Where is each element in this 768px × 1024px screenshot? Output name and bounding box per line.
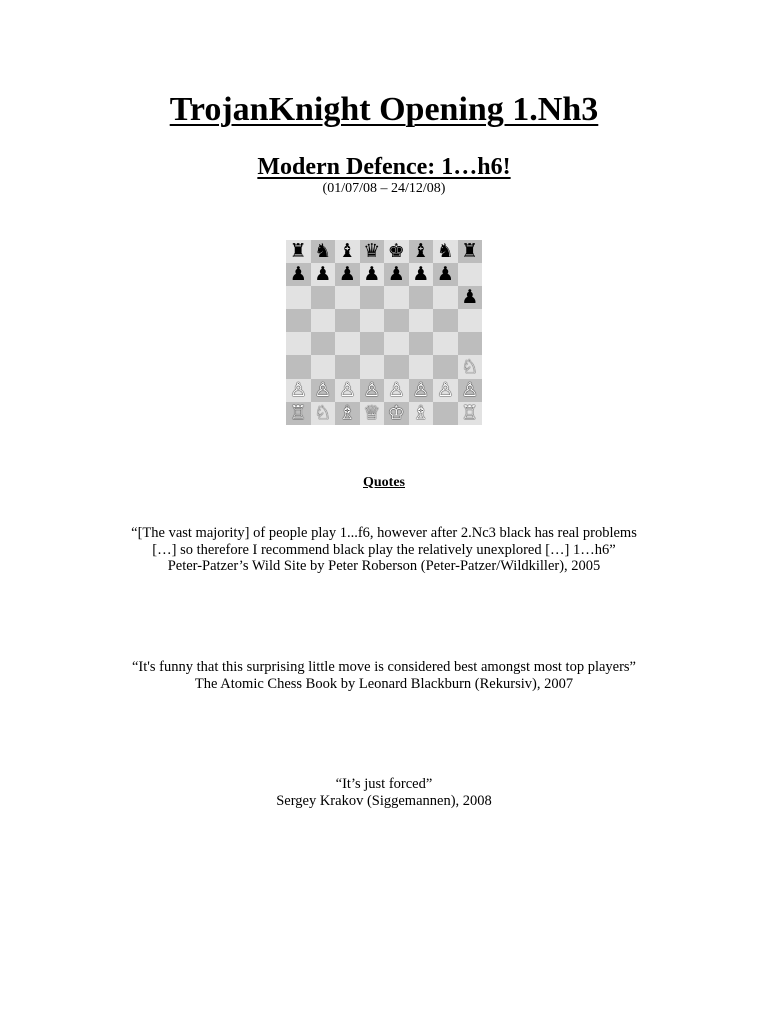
chess-piece-icon: ♙ xyxy=(412,378,430,401)
quote-block xyxy=(120,776,648,809)
board-square-g1 xyxy=(433,402,458,425)
board-square-b2 xyxy=(311,379,336,402)
board-square-c4 xyxy=(335,332,360,355)
board-square-h5 xyxy=(458,309,483,332)
chess-piece-icon: ♟ xyxy=(461,286,479,309)
quotes-heading: Quotes xyxy=(363,475,405,490)
chess-piece-icon: ♟ xyxy=(436,263,454,286)
board-square-h8 xyxy=(458,240,483,263)
chess-piece-icon: ♟ xyxy=(387,263,405,286)
board-square-b8 xyxy=(311,240,336,263)
board-square-e1 xyxy=(384,402,409,425)
chess-piece-icon: ♙ xyxy=(387,378,405,401)
quote-text: “It’s just forced” xyxy=(335,776,433,792)
board-square-g7 xyxy=(433,263,458,286)
chess-piece-icon: ♞ xyxy=(314,240,332,263)
board-square-d8 xyxy=(360,240,385,263)
board-square-f5 xyxy=(409,309,434,332)
chess-piece-icon: ♙ xyxy=(338,378,356,401)
chess-piece-icon: ♟ xyxy=(412,263,430,286)
board-square-a7 xyxy=(286,263,311,286)
date-range: (01/07/08 – 24/12/08) xyxy=(322,181,446,196)
chess-piece-icon: ♟ xyxy=(289,263,307,286)
chess-piece-icon: ♜ xyxy=(461,240,479,263)
board-square-g2 xyxy=(433,379,458,402)
board-square-h4 xyxy=(458,332,483,355)
board-square-f4 xyxy=(409,332,434,355)
board-square-c1 xyxy=(335,402,360,425)
board-square-f2 xyxy=(409,379,434,402)
board-square-d5 xyxy=(360,309,385,332)
chess-piece-icon: ♝ xyxy=(338,240,356,263)
board-square-b4 xyxy=(311,332,336,355)
board-square-b5 xyxy=(311,309,336,332)
board-square-d3 xyxy=(360,355,385,378)
board-square-f8 xyxy=(409,240,434,263)
board-square-c7 xyxy=(335,263,360,286)
board-square-f1 xyxy=(409,402,434,425)
chess-piece-icon: ♖ xyxy=(289,401,307,424)
board-square-e7 xyxy=(384,263,409,286)
chess-piece-icon: ♘ xyxy=(461,355,479,378)
board-square-c2 xyxy=(335,379,360,402)
board-square-e5 xyxy=(384,309,409,332)
page-subtitle: Modern Defence: 1…h6! xyxy=(257,154,511,180)
quote-block xyxy=(120,525,648,575)
board-square-c6 xyxy=(335,286,360,309)
chess-piece-icon: ♙ xyxy=(461,378,479,401)
board-square-e3 xyxy=(384,355,409,378)
chess-piece-icon: ♗ xyxy=(338,401,356,424)
board-square-h2 xyxy=(458,379,483,402)
board-square-c5 xyxy=(335,309,360,332)
board-square-a3 xyxy=(286,355,311,378)
board-square-a4 xyxy=(286,332,311,355)
board-square-b6 xyxy=(311,286,336,309)
quote-text: “It's funny that this surprising little move is considered best amongst most top players” xyxy=(132,659,636,675)
chess-piece-icon: ♜ xyxy=(289,240,307,263)
board-square-b7 xyxy=(311,263,336,286)
board-square-g6 xyxy=(433,286,458,309)
chess-piece-icon: ♖ xyxy=(461,401,479,424)
chess-piece-icon: ♟ xyxy=(338,263,356,286)
chess-piece-icon: ♝ xyxy=(412,240,430,263)
quote-source: Sergey Krakov (Siggemannen), 2008 xyxy=(276,792,492,809)
page-title: TrojanKnight Opening 1.Nh3 xyxy=(169,91,599,128)
chess-piece-icon: ♞ xyxy=(436,240,454,263)
board-square-e2 xyxy=(384,379,409,402)
board-square-d6 xyxy=(360,286,385,309)
chess-piece-icon: ♙ xyxy=(314,378,332,401)
board-square-g4 xyxy=(433,332,458,355)
board-square-a8 xyxy=(286,240,311,263)
board-square-b1 xyxy=(311,402,336,425)
board-square-b3 xyxy=(311,355,336,378)
board-square-g5 xyxy=(433,309,458,332)
board-square-a1 xyxy=(286,402,311,425)
board-square-g3 xyxy=(433,355,458,378)
board-square-h1 xyxy=(458,402,483,425)
board-square-c3 xyxy=(335,355,360,378)
board-square-a6 xyxy=(286,286,311,309)
board-square-f6 xyxy=(409,286,434,309)
board-square-f3 xyxy=(409,355,434,378)
board-square-d2 xyxy=(360,379,385,402)
board-square-h7 xyxy=(458,263,483,286)
quote-source: The Atomic Chess Book by Leonard Blackburn (Rekursiv), 2007 xyxy=(194,675,574,692)
board-square-e4 xyxy=(384,332,409,355)
chess-piece-icon: ♙ xyxy=(289,378,307,401)
quote-text: “[The vast majority] of people play 1...f6, however after 2.Nc3 black has real problems […] so therefore I recommend black play the relatively unexplored […] 1…h6” xyxy=(131,525,637,558)
board-square-a2 xyxy=(286,379,311,402)
board-square-d4 xyxy=(360,332,385,355)
board-square-c8 xyxy=(335,240,360,263)
chess-piece-icon: ♟ xyxy=(363,263,381,286)
chess-piece-icon: ♚ xyxy=(387,240,405,263)
board-square-e8 xyxy=(384,240,409,263)
board-square-e6 xyxy=(384,286,409,309)
chess-piece-icon: ♙ xyxy=(363,378,381,401)
quote-block xyxy=(120,659,648,692)
board-square-f7 xyxy=(409,263,434,286)
quote-source: Peter-Patzer’s Wild Site by Peter Roberson (Peter-Patzer/Wildkiller), 2005 xyxy=(167,558,601,574)
board-square-d1 xyxy=(360,402,385,425)
board-square-h6 xyxy=(458,286,483,309)
chess-piece-icon: ♛ xyxy=(363,240,381,263)
chess-piece-icon: ♗ xyxy=(412,401,430,424)
chess-board-diagram xyxy=(286,240,482,425)
board-square-h3 xyxy=(458,355,483,378)
board-square-g8 xyxy=(433,240,458,263)
chess-piece-icon: ♙ xyxy=(436,378,454,401)
chess-piece-icon: ♔ xyxy=(387,401,405,424)
chess-piece-icon: ♕ xyxy=(363,401,381,424)
chess-piece-icon: ♟ xyxy=(314,263,332,286)
chess-piece-icon: ♘ xyxy=(314,401,332,424)
board-square-a5 xyxy=(286,309,311,332)
board-square-d7 xyxy=(360,263,385,286)
